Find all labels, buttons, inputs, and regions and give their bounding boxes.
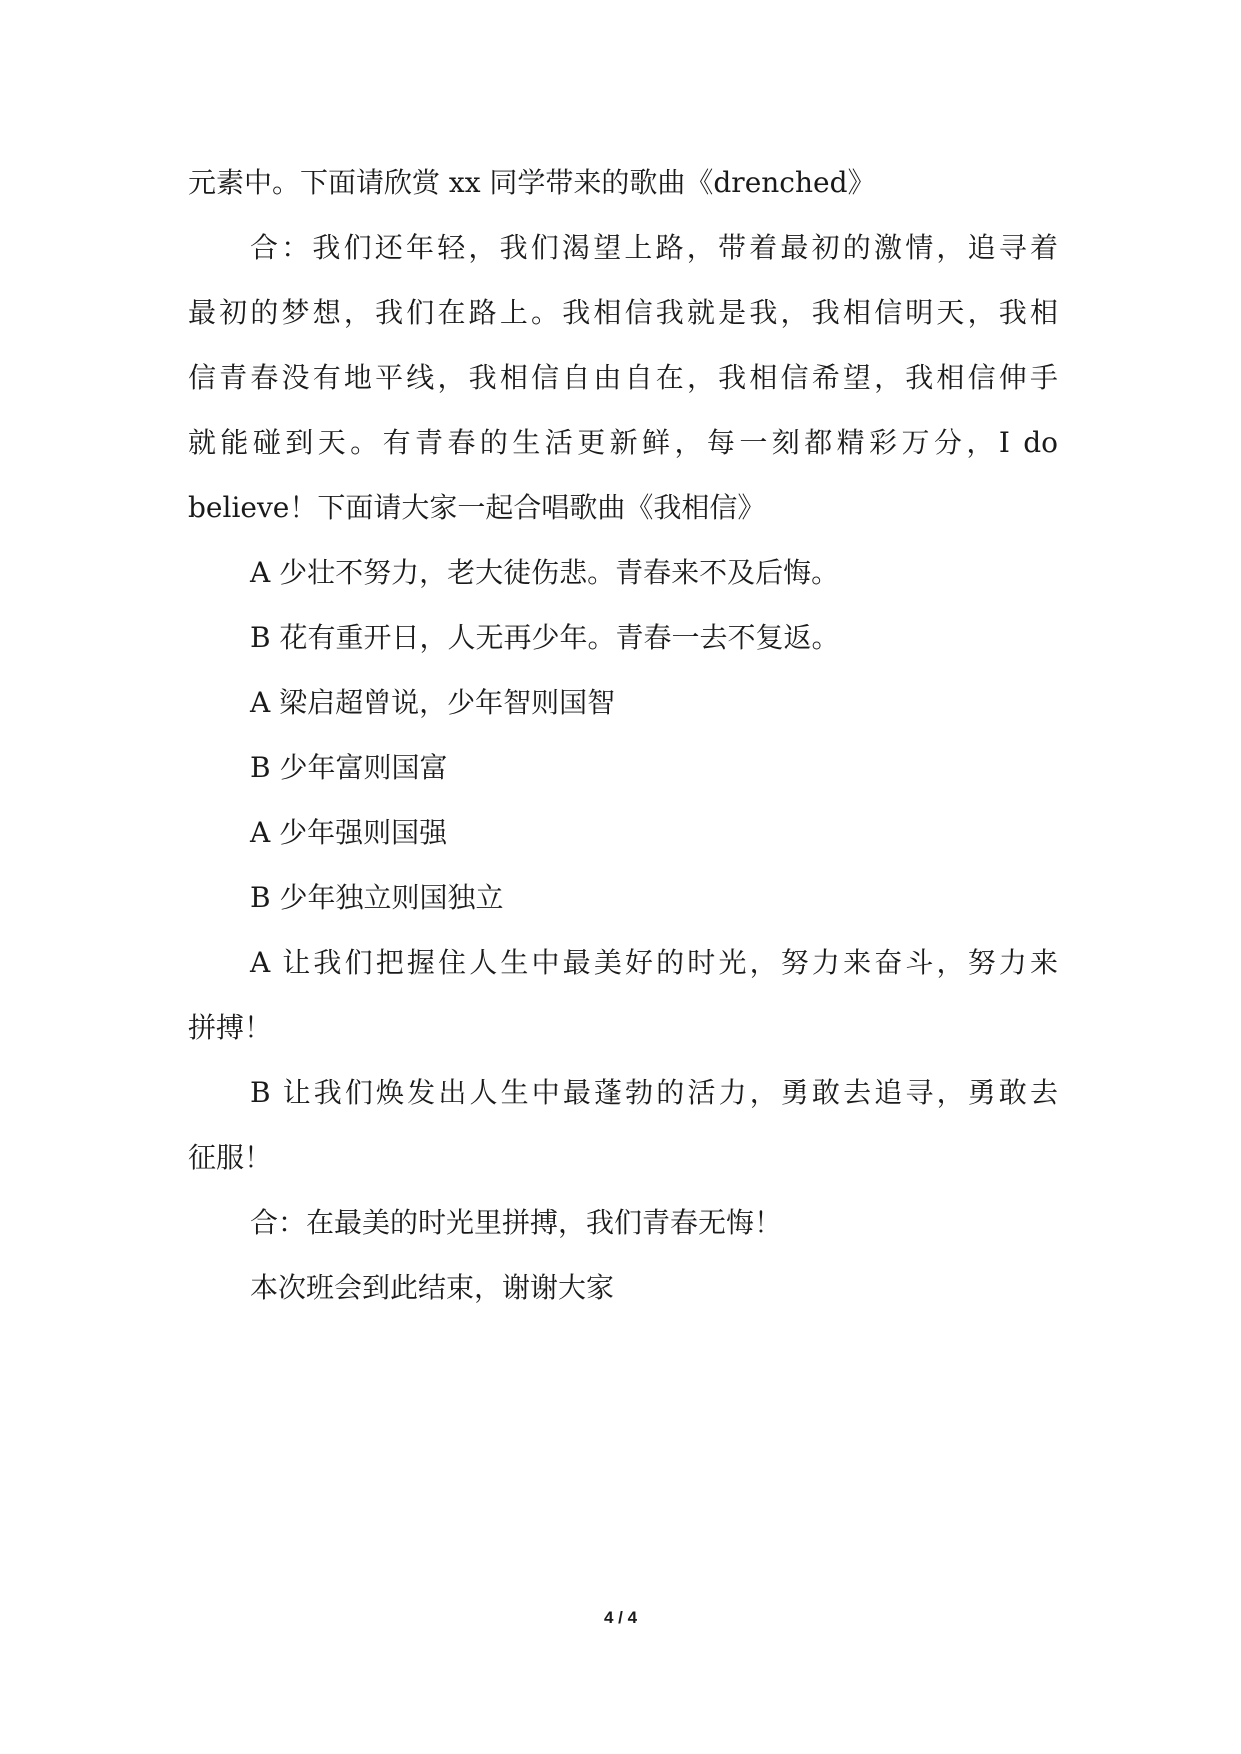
text-line: 征服！ — [188, 1141, 273, 1174]
page-number: 4 / 4 — [603, 1608, 638, 1627]
text-line: B 少年独立则国独立 — [250, 881, 504, 914]
text-line: A 少壮不努力，老大徒伤悲。青春来不及后悔。 — [250, 556, 840, 589]
text-line: A 让我们把握住人生中最美好的时光，努力来奋斗，努力来 — [250, 946, 1058, 979]
text-line: B 少年富则国富 — [250, 751, 448, 784]
text-line: A 少年强则国强 — [250, 816, 448, 849]
text-line: 拼搏！ — [188, 1011, 273, 1044]
text-line: B 花有重开日，人无再少年。青春一去不复返。 — [250, 621, 840, 654]
text-line: 就能碰到天。有青春的生活更新鲜，每一刻都精彩万分，I do — [188, 426, 1058, 459]
text-line: 信青春没有地平线，我相信自由自在，我相信希望，我相信伸手 — [188, 361, 1058, 394]
text-line: 合：我们还年轻，我们渴望上路，带着最初的激情，追寻着 — [250, 231, 1058, 264]
text-line: 元素中。下面请欣赏 xx 同学带来的歌曲《drenched》 — [188, 166, 876, 199]
text-line: B 让我们焕发出人生中最蓬勃的活力，勇敢去追寻，勇敢去 — [250, 1076, 1058, 1109]
text-line: 最初的梦想，我们在路上。我相信我就是我，我相信明天，我相 — [188, 296, 1058, 329]
text-line: 合：在最美的时光里拼搏，我们青春无悔！ — [250, 1206, 783, 1239]
text-line: believe！下面请大家一起合唱歌曲《我相信》 — [188, 491, 766, 524]
text-line: A 梁启超曾说，少年智则国智 — [250, 686, 616, 719]
text-line: 本次班会到此结束，谢谢大家 — [250, 1271, 615, 1304]
document-body — [188, 150, 1058, 1320]
